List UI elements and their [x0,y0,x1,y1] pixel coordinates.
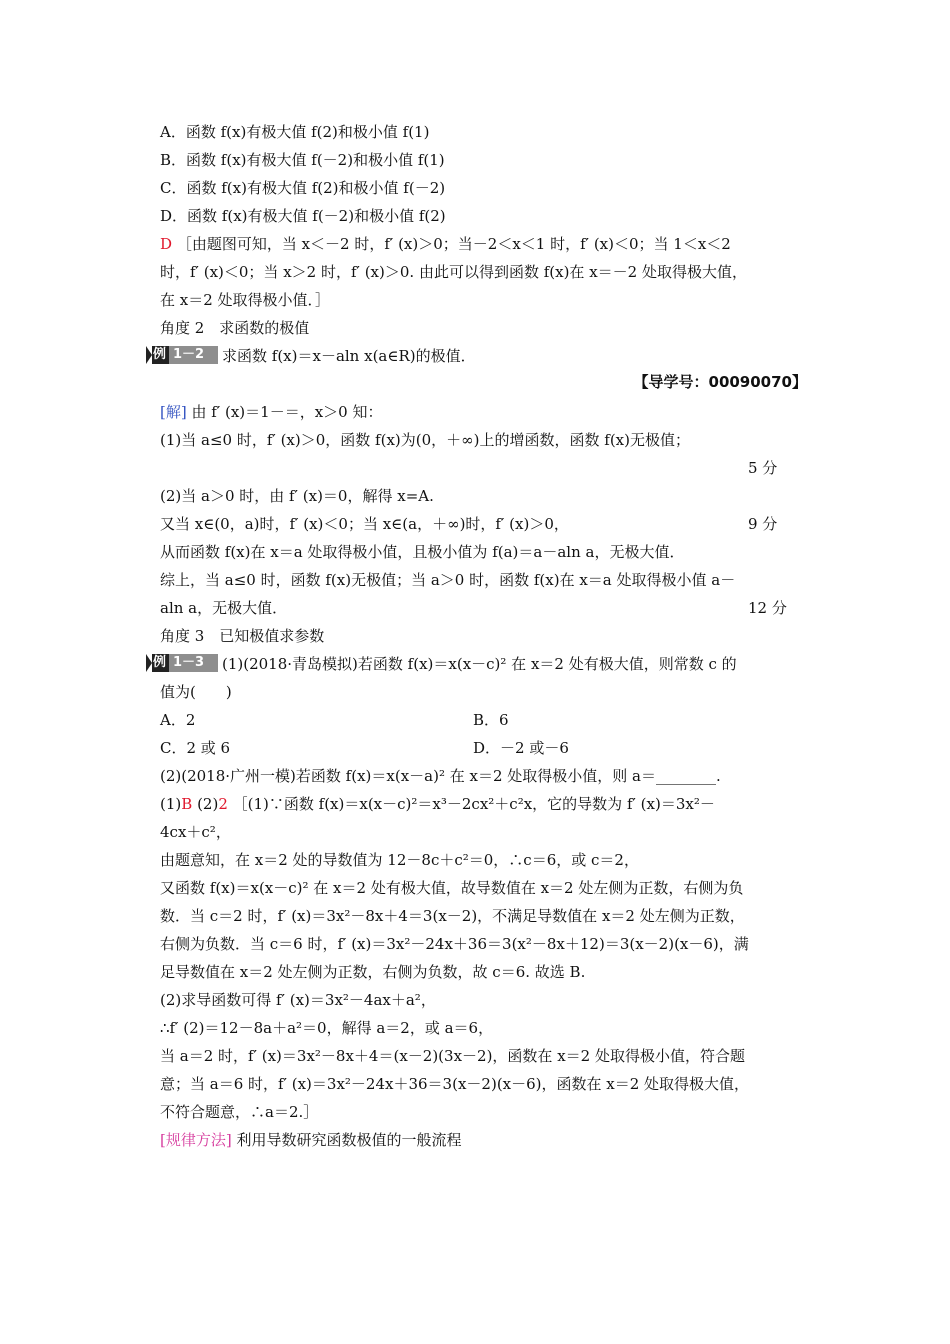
answer-1-line-3: 在 x＝2 处取得极小值．］ [160,291,331,309]
solution-tag: [解] [160,403,187,421]
badge-label: 例 [152,654,169,672]
badge-number: 1－2 [169,346,218,364]
answer-1-3-line-7: 足导数值在 x＝2 处左侧为正数，右侧为负数，故 c＝6. 故选 B. [160,963,586,981]
example-1-3-q1-line-1: (1)(2018·青岛模拟)若函数 f(x)＝x(x－c)² 在 x＝2 处有极大值，则常数 c 的 [222,655,737,673]
example-1-2-question: 求函数 f(x)＝x－aln x(a∈R)的极值． [222,347,476,365]
solution-line-3: (2)当 a＞0 时，由 f′ (x)＝0，解得 x=A. [160,487,434,505]
guide-number: 【导学号：00090070】 [633,373,807,391]
answer-part-1: (1) [160,795,182,813]
solution-line-4: 又当 x∈(0，a)时，f′ (x)＜0；当 x∈(a，＋∞)时，f′ (x)＞0， [160,515,569,533]
solution-text: 由 f′ (x)＝1－＝，x＞0 知： [191,403,383,421]
choice-c: C．2 或 6 [160,739,231,757]
method-text: 利用导数研究函数极值的一般流程 [236,1131,462,1149]
example-1-3-q1-line-2: 值为( ) [160,683,232,701]
solution-line-2: (1)当 a≤0 时，f′ (x)＞0，函数 f(x)为(0，＋∞)上的增函数，函数 f(x)无极值； [160,431,690,449]
answer-1-3-line-2: 4cx＋c²， [160,823,231,841]
angle-3-heading: 角度 3 已知极值求参数 [160,627,325,645]
answer-letter: D [160,235,173,253]
answer-1-line-2: 时，f′ (x)＜0；当 x＞2 时，f′ (x)＞0. 由此可以得到函数 f(x)在 x＝－2 处取得极大值， [160,263,747,281]
score-5: 5 分 [748,459,778,477]
answer-1-3-line-12: 不符合题意，∴a＝2.］ [160,1103,319,1121]
answer-text: ［(1)∵函数 f(x)＝x(x－c)²＝x³－2cx²＋c²x，它的导数为 f′ (x)＝3x²－ [232,795,715,813]
answer-1-3-line-11: 意；当 a＝6 时，f′ (x)＝3x²－24x＋36＝3(x－2)(x－6)，函数在 x＝2 处取得极大值， [160,1075,750,1093]
answer-1-3-line-10: 当 a＝2 时，f′ (x)＝3x²－8x＋4＝(x－2)(3x－2)，函数在 x＝2 处取得极小值，符合题 [160,1047,745,1065]
answer-1-3-line-3: 由题意知，在 x＝2 处的导数值为 12－8c＋c²＝0，∴c＝6，或 c＝2， [160,851,639,869]
answer-text: ［由题图可知，当 x＜－2 时，f′ (x)＞0；当－2＜x＜1 时，f′ (x)＜0；当 1＜x＜2 [176,235,731,253]
example-badge-1-2 [146,346,218,364]
option-b: B．函数 f(x)有极大值 f(－2)和极小值 f(1) [160,151,445,169]
option-d: D．函数 f(x)有极大值 f(－2)和极小值 f(2) [160,207,446,225]
solution-line-1 [160,402,810,422]
badge-label: 例 [152,346,169,364]
option-a: A．函数 f(x)有极大值 f(2)和极小值 f(1) [160,123,430,141]
choice-b: B．6 [473,711,509,729]
answer-1-3-line-8: (2)求导函数可得 f′ (x)＝3x²－4ax＋a²， [160,991,436,1009]
example-badge-1-3 [146,654,218,672]
angle-2-heading: 角度 2 求函数的极值 [160,319,310,337]
choice-a: A．2 [160,711,196,729]
answer-value-2: 2 [218,795,228,813]
answer-1-line-1 [160,234,810,254]
method-tag: [规律方法] [160,1131,232,1149]
solution-line-7: aln a，无极大值． [160,599,288,617]
answer-1-3-line-4: 又函数 f(x)＝x(x－c)² 在 x＝2 处有极大值，故导数值在 x＝2 处左侧为正数，右侧为负 [160,879,744,897]
solution-line-6: 综上，当 a≤0 时，函数 f(x)无极值；当 a＞0 时，函数 f(x)在 x＝a 处取得极小值 a－ [160,571,736,589]
solution-line-5: 从而函数 f(x)在 x＝a 处取得极小值，且极小值为 f(a)＝a－aln a，无极大值． [160,543,685,561]
score-12: 12 分 [748,599,787,617]
badge-number: 1－3 [169,654,218,672]
answer-1-3-line-6: 右侧为负数．当 c＝6 时，f′ (x)＝3x²－24x＋36＝3(x²－8x＋12)＝3(x－2)(x－6)，满 [160,935,749,953]
answer-1-3-line-5: 数．当 c＝2 时，f′ (x)＝3x²－8x＋4＝3(x－2)，不满足导数值在 x＝2 处左侧为正数， [160,907,745,925]
choice-d: D．－2 或－6 [473,739,569,757]
example-1-3-q2: (2)(2018·广州一模)若函数 f(x)＝x(x－a)² 在 x＝2 处取得极小值，则 a＝________. [160,767,721,785]
answer-1-3-line-1 [160,794,810,814]
answer-1-3-line-9: ∴f′ (2)＝12－8a＋a²＝0，解得 a＝2，或 a＝6， [160,1019,494,1037]
option-c: C．函数 f(x)有极大值 f(2)和极小值 f(－2) [160,179,446,197]
score-9: 9 分 [748,515,778,533]
answer-letter-1: B [181,795,193,813]
answer-part-2: (2) [197,795,219,813]
method-line [160,1130,810,1150]
